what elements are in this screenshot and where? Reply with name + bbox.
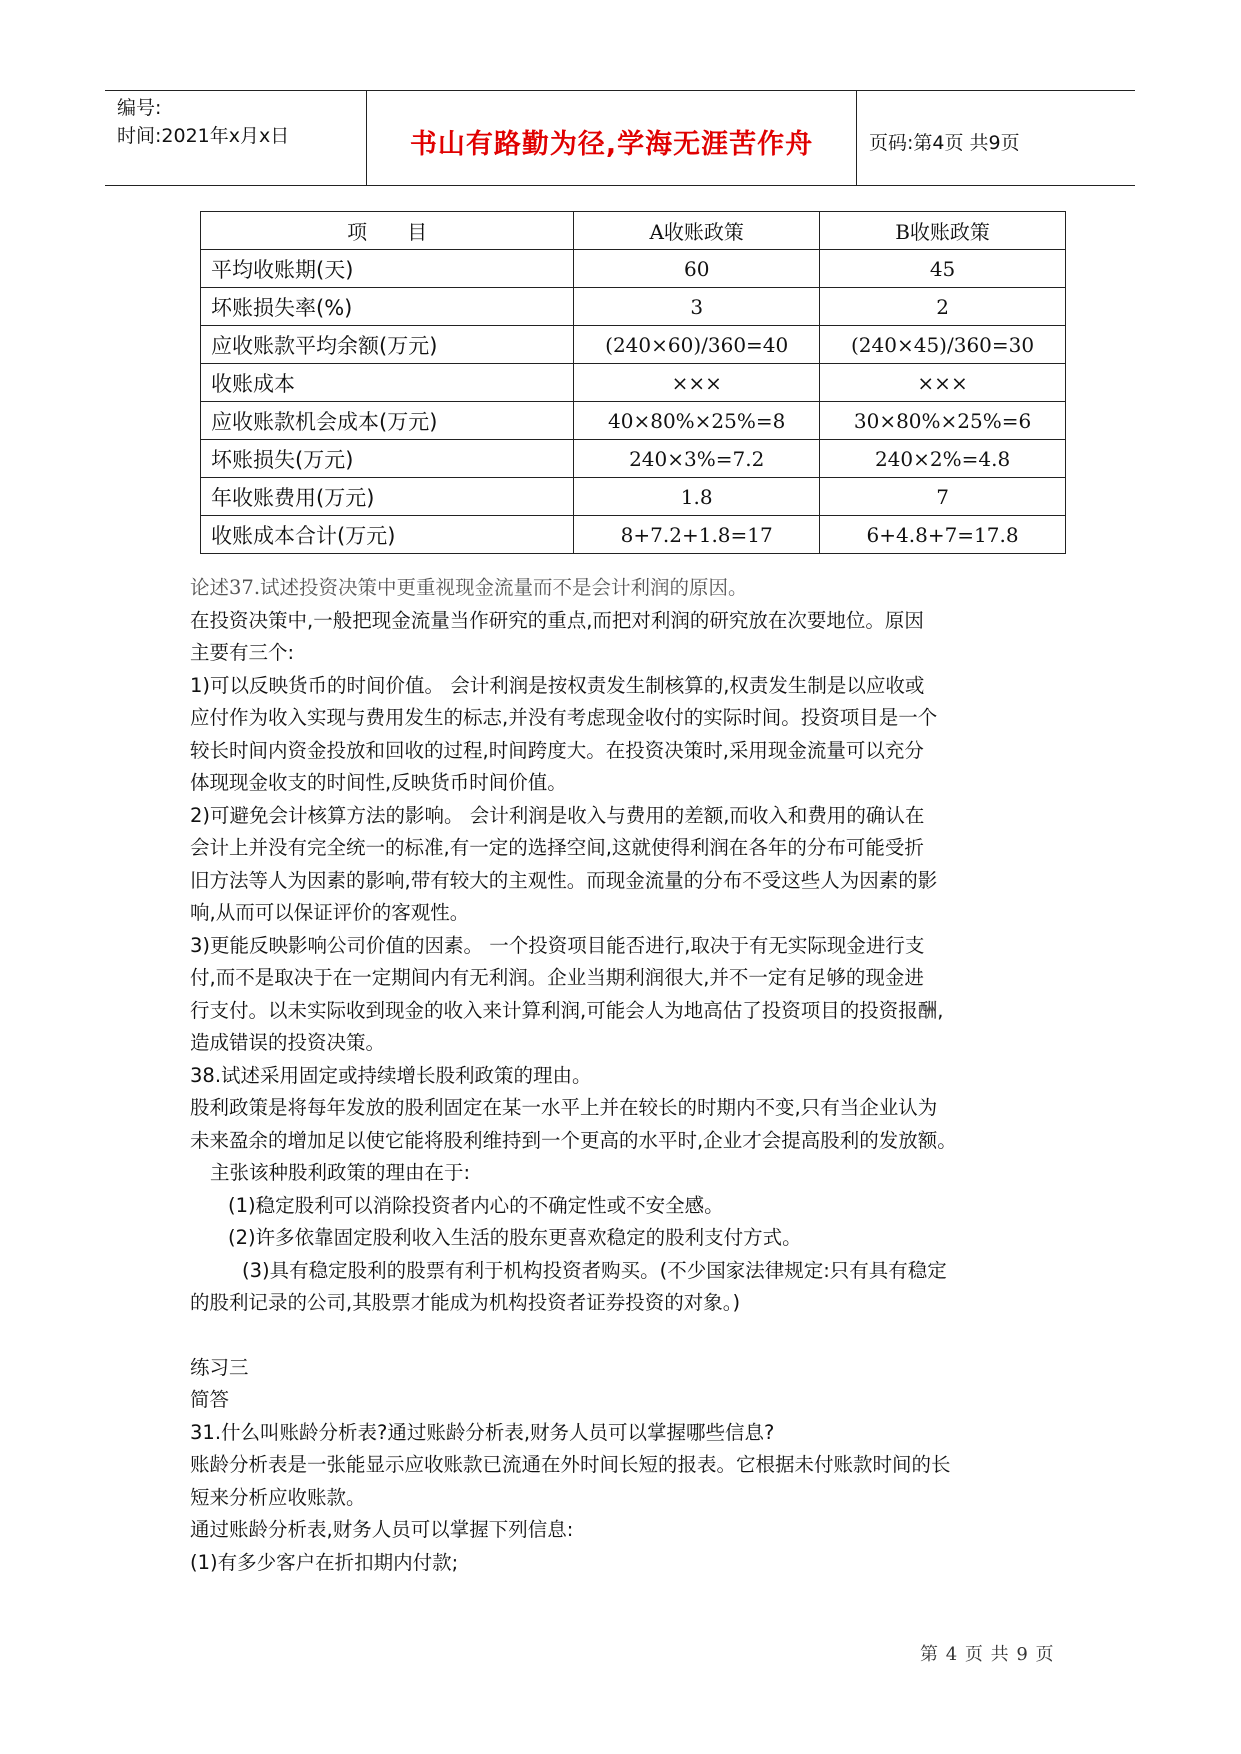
question-37: 论述37.试述投资决策中更重视现金流量而不是会计利润的原因。 xyxy=(190,576,748,599)
header-motto: 书山有路勤为径,学海无涯苦作舟 xyxy=(367,91,857,185)
number-label: 编号: xyxy=(117,97,162,119)
paragraph-line: 体现现金收支的时间性,反映货币时间价值。 xyxy=(190,771,567,794)
table-header-cell: B收账政策 xyxy=(820,212,1066,250)
table-header-cell: A收账政策 xyxy=(574,212,820,250)
policy-b-value: 45 xyxy=(820,250,1066,288)
list-item: (1)稳定股利可以消除投资者内心的不确定性或不安全感。 xyxy=(228,1193,724,1217)
table-row xyxy=(201,478,1066,516)
question-38: 38.试述采用固定或持续增长股利政策的理由。 xyxy=(190,1063,592,1087)
policy-b-value: 30×80%×25%=6 xyxy=(820,402,1066,440)
row-label: 坏账损失(万元) xyxy=(201,440,574,478)
policy-a-value: 240×3%=7.2 xyxy=(574,440,820,478)
page-footer: 第 4 页 共 9 页 xyxy=(920,1644,1055,1665)
paragraph-line: 较长时间内资金投放和回收的过程,时间跨度大。在投资决策时,采用现金流量可以充分 xyxy=(190,738,924,762)
paragraph-line: 造成错误的投资决策。 xyxy=(190,1031,386,1054)
paragraph-line: 短来分析应收账款。 xyxy=(190,1485,366,1509)
paragraph-line: 响,从而可以保证评价的客观性。 xyxy=(190,901,470,924)
row-label: 年收账费用(万元) xyxy=(201,478,574,516)
paragraph-line: 的股利记录的公司,其股票才能成为机构投资者证券投资的对象。) xyxy=(190,1291,741,1314)
paragraph-line: 旧方法等人为因素的影响,带有较大的主观性。而现金流量的分布不受这些人为因素的影 xyxy=(190,868,938,892)
table-row xyxy=(201,250,1066,288)
paragraph-line: 付,而不是取决于在一定期间内有无利润。企业当期利润很大,并不一定有足够的现金进 xyxy=(190,966,924,989)
paragraph-line: 账龄分析表是一张能显示应收账款已流通在外时间长短的报表。它根据未付账款时间的长 xyxy=(190,1453,951,1476)
table-row xyxy=(201,402,1066,440)
collection-policy-table xyxy=(200,211,1066,554)
row-label: 应收账款机会成本(万元) xyxy=(201,402,574,440)
policy-a-value: 60 xyxy=(574,250,820,288)
table-header-row xyxy=(201,212,1066,250)
row-label: 应收账款平均余额(万元) xyxy=(201,326,574,364)
page-header xyxy=(105,90,1135,186)
paragraph-line: 主张该种股利政策的理由在于: xyxy=(210,1161,471,1184)
paragraph-line: 未来盈余的增加足以使它能将股利维持到一个更高的水平时,企业才会提高股利的发放额。 xyxy=(190,1128,957,1152)
table-row xyxy=(201,326,1066,364)
policy-b-value: (240×45)/360=30 xyxy=(820,326,1066,364)
section-title: 练习三 xyxy=(190,1355,249,1379)
policy-b-value: ××× xyxy=(820,364,1066,402)
header-page-label: 页码:第4页 共9页 xyxy=(869,131,1020,154)
policy-a-value: 40×80%×25%=8 xyxy=(574,402,820,440)
paragraph-line: 行支付。以未实际收到现金的收入来计算利润,可能会人为地高估了投资项目的投资报酬, xyxy=(190,998,944,1022)
list-item: (1)有多少客户在折扣期内付款; xyxy=(190,1550,459,1574)
table-row xyxy=(201,288,1066,326)
paragraph-line: 通过账龄分析表,财务人员可以掌握下列信息: xyxy=(190,1518,574,1541)
table-row xyxy=(201,364,1066,402)
paragraph-line: 在投资决策中,一般把现金流量当作研究的重点,而把对利润的研究放在次要地位。原因 xyxy=(190,608,924,632)
paragraph-line: 应付作为收入实现与费用发生的标志,并没有考虑现金收付的实际时间。投资项目是一个 xyxy=(190,706,938,729)
time-label: 时间:2021年x月x日 xyxy=(117,125,290,147)
policy-a-value: 3 xyxy=(574,288,820,326)
table-row xyxy=(201,516,1066,554)
table-row xyxy=(201,440,1066,478)
policy-b-value: 6+4.8+7=17.8 xyxy=(820,516,1066,554)
policy-b-value: 2 xyxy=(820,288,1066,326)
row-label: 坏账损失率(%) xyxy=(201,288,574,326)
paragraph-line: 主要有三个: xyxy=(190,641,295,664)
paragraph-line: 会计上并没有完全统一的标准,有一定的选择空间,这就使得利润在各年的分布可能受折 xyxy=(190,836,924,859)
policy-b-value: 7 xyxy=(820,478,1066,516)
row-label: 收账成本 xyxy=(201,364,574,402)
spacer xyxy=(190,1320,1090,1352)
policy-b-value: 240×2%=4.8 xyxy=(820,440,1066,478)
question-31: 31.什么叫账龄分析表?通过账龄分析表,财务人员可以掌握哪些信息? xyxy=(190,1420,775,1444)
paragraph-line: 1)可以反映货币的时间价值。 会计利润是按权责发生制核算的,权责发生制是以应收或 xyxy=(190,673,925,697)
paragraph-line: 3)更能反映影响公司价值的因素。 一个投资项目能否进行,取决于有无实际现金进行支 xyxy=(190,933,925,957)
paragraph-line: 股利政策是将每年发放的股利固定在某一水平上并在较长的时期内不变,只有当企业认为 xyxy=(190,1096,938,1119)
policy-a-value: 8+7.2+1.8=17 xyxy=(574,516,820,554)
list-item: (3)具有稳定股利的股票有利于机构投资者购买。(不少国家法律规定:只有具有稳定 xyxy=(242,1258,947,1282)
section-subtitle: 简答 xyxy=(190,1388,230,1411)
row-label: 平均收账期(天) xyxy=(201,250,574,288)
paragraph-line: 2)可避免会计核算方法的影响。 会计利润是收入与费用的差额,而收入和费用的确认在 xyxy=(190,803,925,827)
header-meta xyxy=(105,91,367,185)
policy-a-value: ××× xyxy=(574,364,820,402)
policy-a-value: 1.8 xyxy=(574,478,820,516)
list-item: (2)许多依靠固定股利收入生活的股东更喜欢稳定的股利支付方式。 xyxy=(228,1226,802,1249)
document-body xyxy=(190,572,1090,1579)
table-header-cell: 项 目 xyxy=(201,212,574,250)
policy-a-value: (240×60)/360=40 xyxy=(574,326,820,364)
row-label: 收账成本合计(万元) xyxy=(201,516,574,554)
